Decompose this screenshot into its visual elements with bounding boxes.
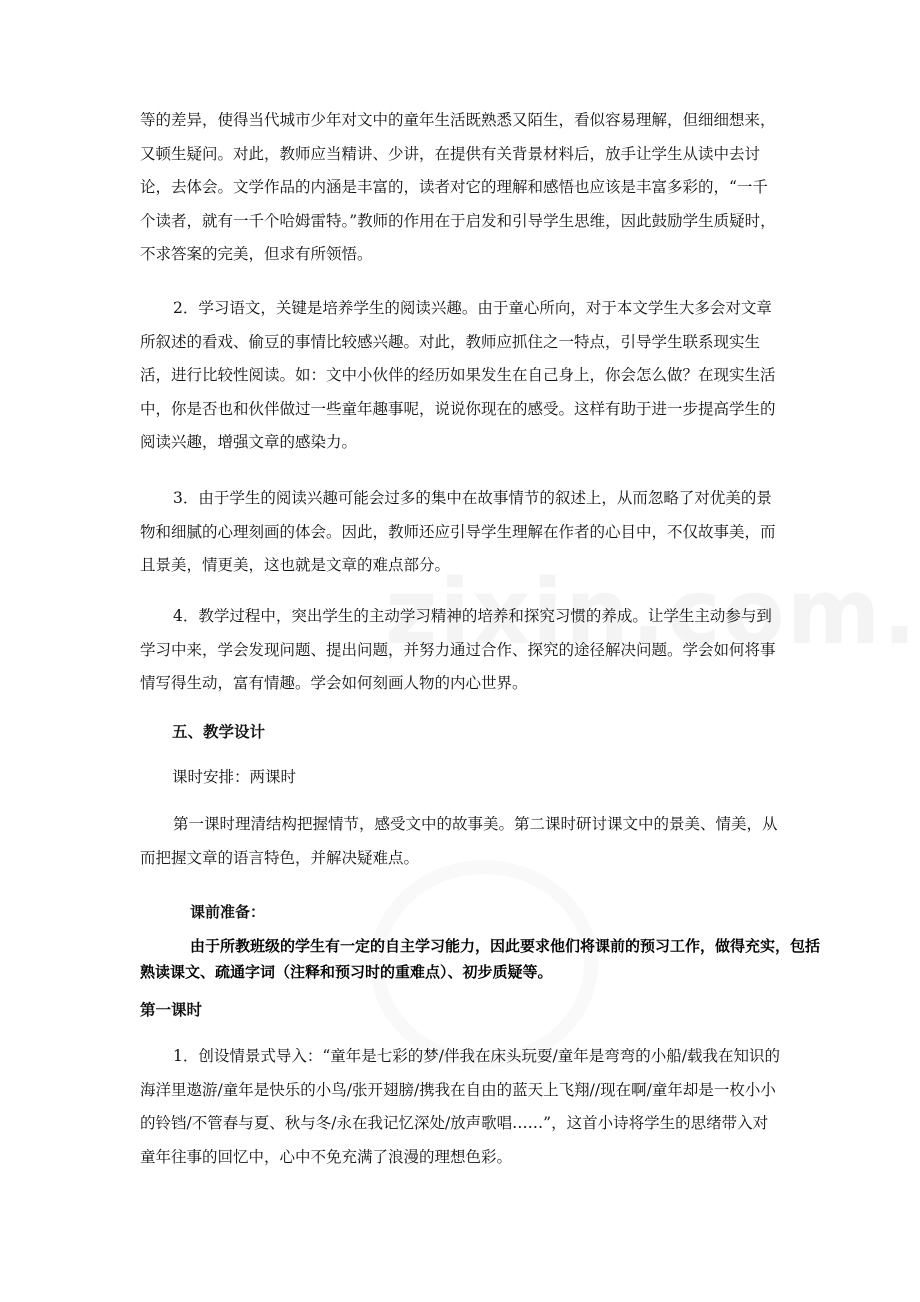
section-heading: 五、教学设计 xyxy=(172,722,266,741)
schedule-line: 课时安排：两课时 xyxy=(172,768,297,786)
paragraph-5: 第一课时理清结构把握情节，感受文中的故事美。第二课时研讨课文中的景美、情美，从而把握文章的语言特色，并解决疑难点。 xyxy=(140,815,778,867)
paragraph-6: 1．创设情景式导入：“童年是七彩的梦/伴我在床头玩耍/童年是弯弯的小船/载我在知识的海洋里遨游/童年是快乐的小鸟/张开翅膀/携我在自由的蓝天上飞翔//现在啊/童年却是一枚小小的铃铛/不管春与夏、秋与冬/永在我记忆深处/放声歌唱……”，这首小诗将学生的思绪带入对童年往事的回忆中，心中不免充满了浪漫的理想色彩。 xyxy=(140,1047,780,1166)
prep-title: 课前准备： xyxy=(190,903,266,921)
paragraph-2: 2．学习语文，关键是培养学生的阅读兴趣。由于童心所向，对于本文学生大多会对文章所叙述的看戏、偷豆的事情比较感兴趣。对此，教师应抓住之一特点，引导学生联系现实生活，进行比较性阅读。如：文中小伙伴的经历如果发生在自己身上，你会怎么做？在现实生活中，你是否也和伙伴做过一些童年趣事呢，说说你现在的感受。这样有助于进一步提高学生的阅读兴趣，增强文章的感染力。 xyxy=(140,299,776,451)
paragraph-3: 3．由于学生的阅读兴趣可能会过多的集中在故事情节的叙述上，从而忽略了对优美的景物和细腻的心理刻画的体会。因此，教师还应引导学生理解在作者的心目中，不仅故事美，而且景美，情更美，这也就是文章的难点部分。 xyxy=(140,489,776,574)
prep-body: 由于所教班级的学生有一定的自主学习能力，因此要求他们将课前的预习工作，做得充实，包括熟读课文、疏通字词（注释和预习时的重难点）、初步质疑等。 xyxy=(140,937,821,981)
lesson-heading: 第一课时 xyxy=(140,1000,203,1019)
paragraph-4: 4．教学过程中，突出学生的主动学习精神的培养和探究习惯的养成。让学生主动参与到学习中来，学会发现问题、提出问题，并努力通过合作、探究的途径解决问题。学会如何将事情写得生动，富有情趣。学会如何刻画人物的内心世界。 xyxy=(140,607,776,692)
paragraph-1: 等的差异，使得当代城市少年对文中的童年生活既熟悉又陌生，看似容易理解，但细细想来，又顿生疑问。对此，教师应当精讲、少讲，在提供有关背景材料后，放手让学生从读中去讨论，去体会。文学作品的内涵是丰富的，读者对它的理解和感悟也应该是丰富多彩的，“一千个读者，就有一千个哈姆雷特。”教师的作用在于启发和引导学生思维，因此鼓励学生质疑时，不求答案的完美，但求有所领悟。 xyxy=(140,111,776,263)
